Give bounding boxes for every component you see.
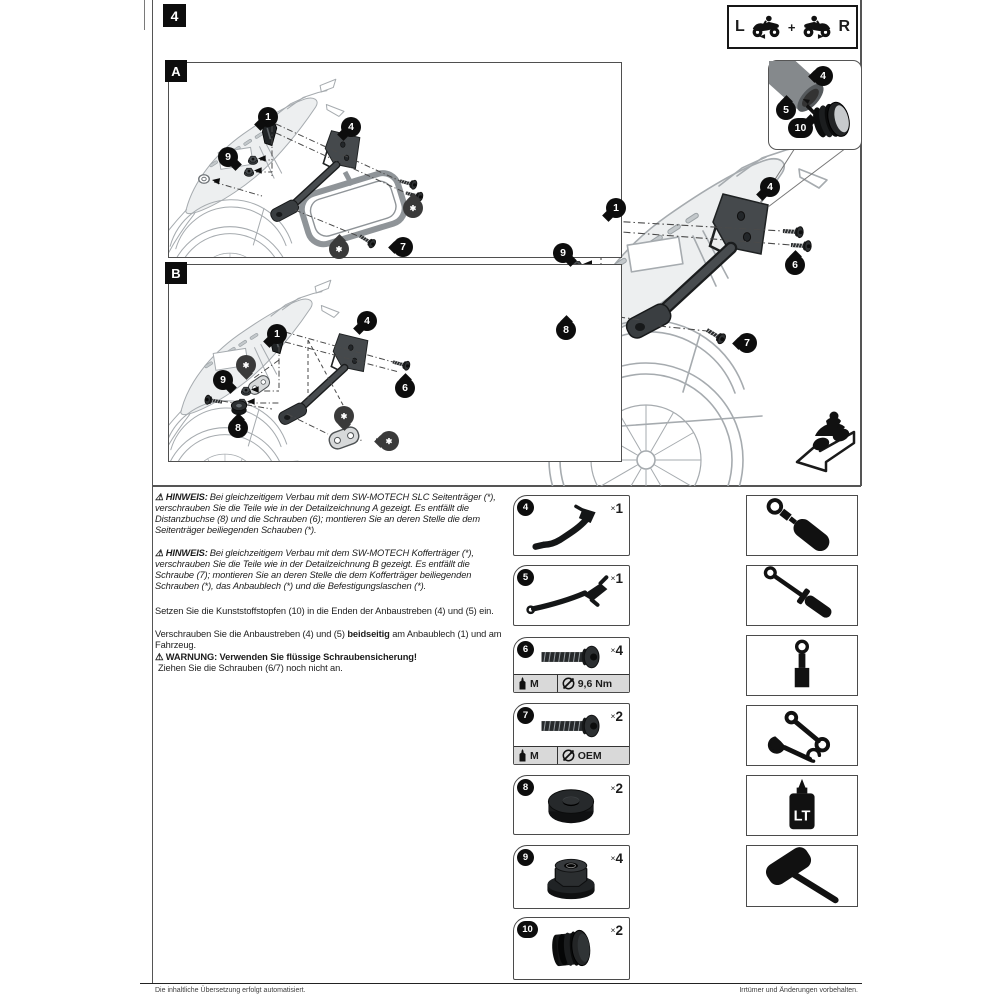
- part-quantity: ×1: [610, 571, 623, 586]
- callout-8: 8: [228, 418, 248, 438]
- step-mount-post: am Anbaublech (1) und am Fahrzeug.: [155, 628, 502, 650]
- plus-sign: +: [787, 19, 796, 35]
- callout-8: 8: [556, 320, 576, 340]
- part-number-badge: 4: [517, 499, 534, 516]
- motorcycle-right-icon: [800, 14, 834, 41]
- footer-rule: [140, 983, 862, 984]
- threadlocker-icon: [518, 677, 527, 690]
- detail-label-a: [165, 60, 187, 82]
- part-number-badge: 9: [517, 849, 534, 866]
- part-number-badge: 6: [517, 641, 534, 658]
- motorcycle-left-icon: [749, 14, 783, 41]
- orientation-box: [727, 5, 858, 49]
- part-number-badge: 10: [517, 921, 538, 938]
- callout-9: 9: [553, 243, 573, 263]
- notice-a-text: Bei gleichzeitigem Verbau mit dem SW-MOTECH SLC Seitenträger (*), verschrauben Sie die Teile wie in der Detailzeichnung A gezeigt. Es entfällt die Distanzbuchse (8) und die Schrauben (6); montieren Sie an deren Stelle die dem Seitenträger beiliegenden Schauben (*).: [155, 492, 496, 535]
- part-quantity: ×1: [610, 501, 623, 516]
- part-item-7: [513, 703, 630, 765]
- tool-box: [746, 635, 858, 696]
- callout-4: 4: [813, 66, 833, 86]
- socket-icon: [747, 636, 857, 695]
- part-number-badge: 8: [517, 779, 534, 796]
- part-spec-row: [514, 674, 629, 692]
- callout-1: 1: [267, 324, 287, 344]
- tool-box: [746, 495, 858, 556]
- detail-label-b: [165, 262, 187, 284]
- callout-5: 5: [776, 100, 796, 120]
- part-quantity: ×2: [610, 923, 623, 938]
- after-warning-text: Ziehen Sie die Schrauben (6/7) noch nicht an.: [158, 662, 343, 673]
- callout-asterisk: ✱: [379, 431, 399, 451]
- notice-b-label: ⚠ HINWEIS:: [155, 547, 208, 558]
- threadlocker-spec: M: [514, 747, 558, 764]
- tool-box: [746, 775, 858, 836]
- step-number-badge: [163, 4, 186, 27]
- torque-icon: [562, 677, 575, 690]
- instructions: [155, 492, 511, 674]
- part-item-10: [513, 917, 630, 980]
- bike-lean-arrow-icon: [792, 404, 864, 482]
- callout-9: 9: [213, 370, 233, 390]
- part-number-badge: 5: [517, 569, 534, 586]
- part-spec-row: [514, 746, 629, 764]
- threadlocker-label: LT: [793, 808, 811, 825]
- torque-icon: [562, 749, 575, 762]
- step-mount-bold: beidseitig: [347, 628, 390, 639]
- part-quantity: ×4: [610, 643, 623, 658]
- part-item-6: [513, 637, 630, 693]
- part-quantity: ×4: [610, 851, 623, 866]
- callout-4: 4: [357, 311, 377, 331]
- part-item-5: [513, 565, 630, 626]
- part-quantity: ×2: [610, 781, 623, 796]
- threadlocker-bottle-icon: [747, 776, 857, 835]
- callout-1: 1: [258, 107, 278, 127]
- callout-9: 9: [218, 147, 238, 167]
- threadlocker-icon: [518, 749, 527, 762]
- callout-asterisk: ✱: [236, 355, 256, 375]
- notice-b: [155, 548, 511, 592]
- callout-6: 6: [395, 378, 415, 398]
- tool-box: [746, 705, 858, 766]
- step-plugs-text: [155, 606, 511, 617]
- screwdriver-icon: [747, 566, 857, 625]
- step-number: 4: [170, 7, 179, 24]
- threadlocker-spec: M: [514, 675, 558, 692]
- callout-10: 10: [788, 118, 813, 138]
- callout-7: 7: [393, 237, 413, 257]
- step-plugs: Setzen Sie die Kunststoffstopfen (10) in die Enden der Anbaustreben (4) und (5) ein.: [155, 605, 494, 616]
- callout-4: 4: [760, 177, 780, 197]
- mallet-icon: [747, 846, 857, 906]
- callout-asterisk: ✱: [403, 198, 423, 218]
- notice-b-text: Bei gleichzeitigem Verbau mit dem SW-MOTECH Kofferträger (*), verschrauben Sie die Teile wie in der Detailzeichnung B gezeigt. Es entfällt die Schraube (7); montieren Sie an deren Stelle die dem Kofferträger beiliegenden Schrauben (*), das Anbaublech (*) und die Befestigungslaschen (*).: [155, 547, 474, 591]
- right-label: R: [838, 18, 850, 35]
- part-quantity: ×2: [610, 709, 623, 724]
- callout-4: 4: [341, 117, 361, 137]
- torque-spec: 9,6 Nm: [558, 675, 629, 692]
- step-mount-text: [155, 629, 511, 651]
- footer-left: Die inhaltliche Übersetzung erfolgt automatisiert.: [155, 987, 306, 994]
- tool-box: [746, 565, 858, 626]
- notice-a-label: ⚠ HINWEIS:: [155, 492, 208, 502]
- callout-7: 7: [737, 333, 757, 353]
- part-item-8: [513, 775, 630, 835]
- callout-asterisk: ✱: [329, 239, 349, 259]
- callout-asterisk: ✱: [334, 406, 354, 426]
- torque-driver-icon: [747, 496, 857, 555]
- wrenches-icon: [747, 706, 857, 765]
- notice-a: [155, 492, 511, 536]
- tool-box: [746, 845, 858, 907]
- part-item-9: [513, 845, 630, 909]
- step-mount-pre: Verschrauben Sie die Anbaustreben (4) und (5): [155, 628, 348, 639]
- detail-label-a-text: A: [171, 63, 181, 79]
- callout-1: 1: [606, 198, 626, 218]
- callout-6: 6: [785, 255, 805, 275]
- warning-text: ⚠ WARNUNG: Verwenden Sie flüssige Schraubensicherung!: [155, 651, 417, 662]
- torque-spec: OEM: [558, 747, 629, 764]
- left-label: L: [735, 18, 745, 35]
- detail-label-b-text: B: [171, 265, 181, 281]
- footer-right: Irrtümer und Änderungen vorbehalten.: [739, 987, 858, 994]
- part-item-4: [513, 495, 630, 556]
- part-number-badge: 7: [517, 707, 534, 724]
